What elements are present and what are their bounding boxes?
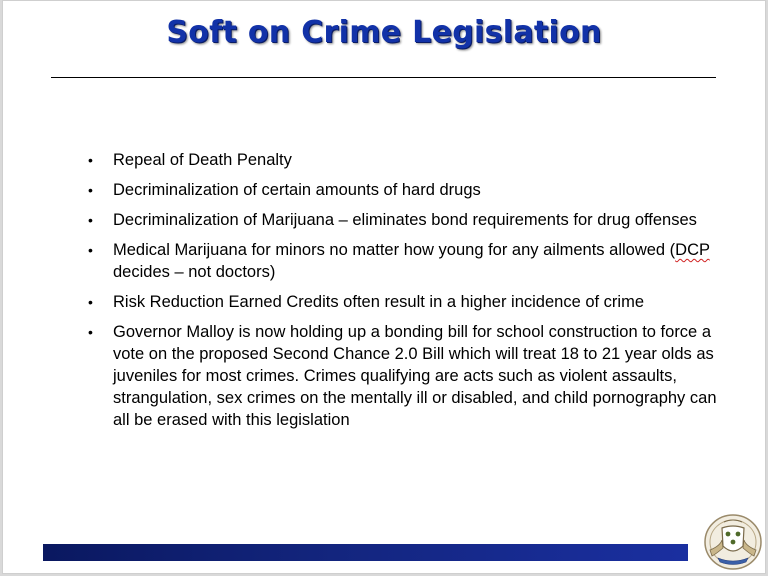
- bullet-text: Repeal of Death Penalty: [113, 151, 292, 169]
- bullet-item: [85, 149, 725, 171]
- bullet-symbol: •: [88, 294, 93, 310]
- bullet-symbol: •: [88, 182, 93, 198]
- bullet-text-lead: Medical Marijuana for minors no matter how young for any ailments allowed (: [113, 241, 676, 259]
- bullet-text: [113, 241, 710, 281]
- bullet-symbol: •: [88, 324, 93, 340]
- bullet-text: Governor Malloy is now holding up a bonding bill for school construction to force a vote on the proposed Second Chance 2.0 Bill which will treat 18 to 21 year olds as juveniles for most crimes. Crimes qualifying are acts such as violent assaults, strangulation, sex crimes on the mentally ill or disabled, and child pornography can all be erased with this legislation: [113, 323, 717, 429]
- bullet-symbol: •: [88, 242, 93, 258]
- title-divider: [51, 77, 716, 78]
- bullet-item: [85, 321, 725, 431]
- bullet-text: Risk Reduction Earned Credits often result in a higher incidence of crime: [113, 293, 645, 311]
- spellcheck-flagged-word: DCP: [675, 241, 710, 259]
- footer-bar: [43, 544, 688, 561]
- bullet-list: [85, 149, 725, 439]
- connecticut-state-seal-icon: [702, 512, 764, 572]
- bullet-text: Decriminalization of Marijuana – eliminates bond requirements for drug offenses: [113, 211, 697, 229]
- bullet-item: [85, 209, 725, 231]
- bullet-item: [85, 291, 725, 313]
- slide: [2, 0, 766, 574]
- bullet-item: [85, 239, 725, 283]
- bullet-symbol: •: [88, 212, 93, 228]
- bullet-text-tail: decides – not doctors): [113, 263, 276, 281]
- bullet-text: Decriminalization of certain amounts of hard drugs: [113, 181, 481, 199]
- slide-title: Soft on Crime Legislation: [166, 15, 602, 50]
- bullet-item: [85, 179, 725, 201]
- bullet-symbol: •: [88, 152, 93, 168]
